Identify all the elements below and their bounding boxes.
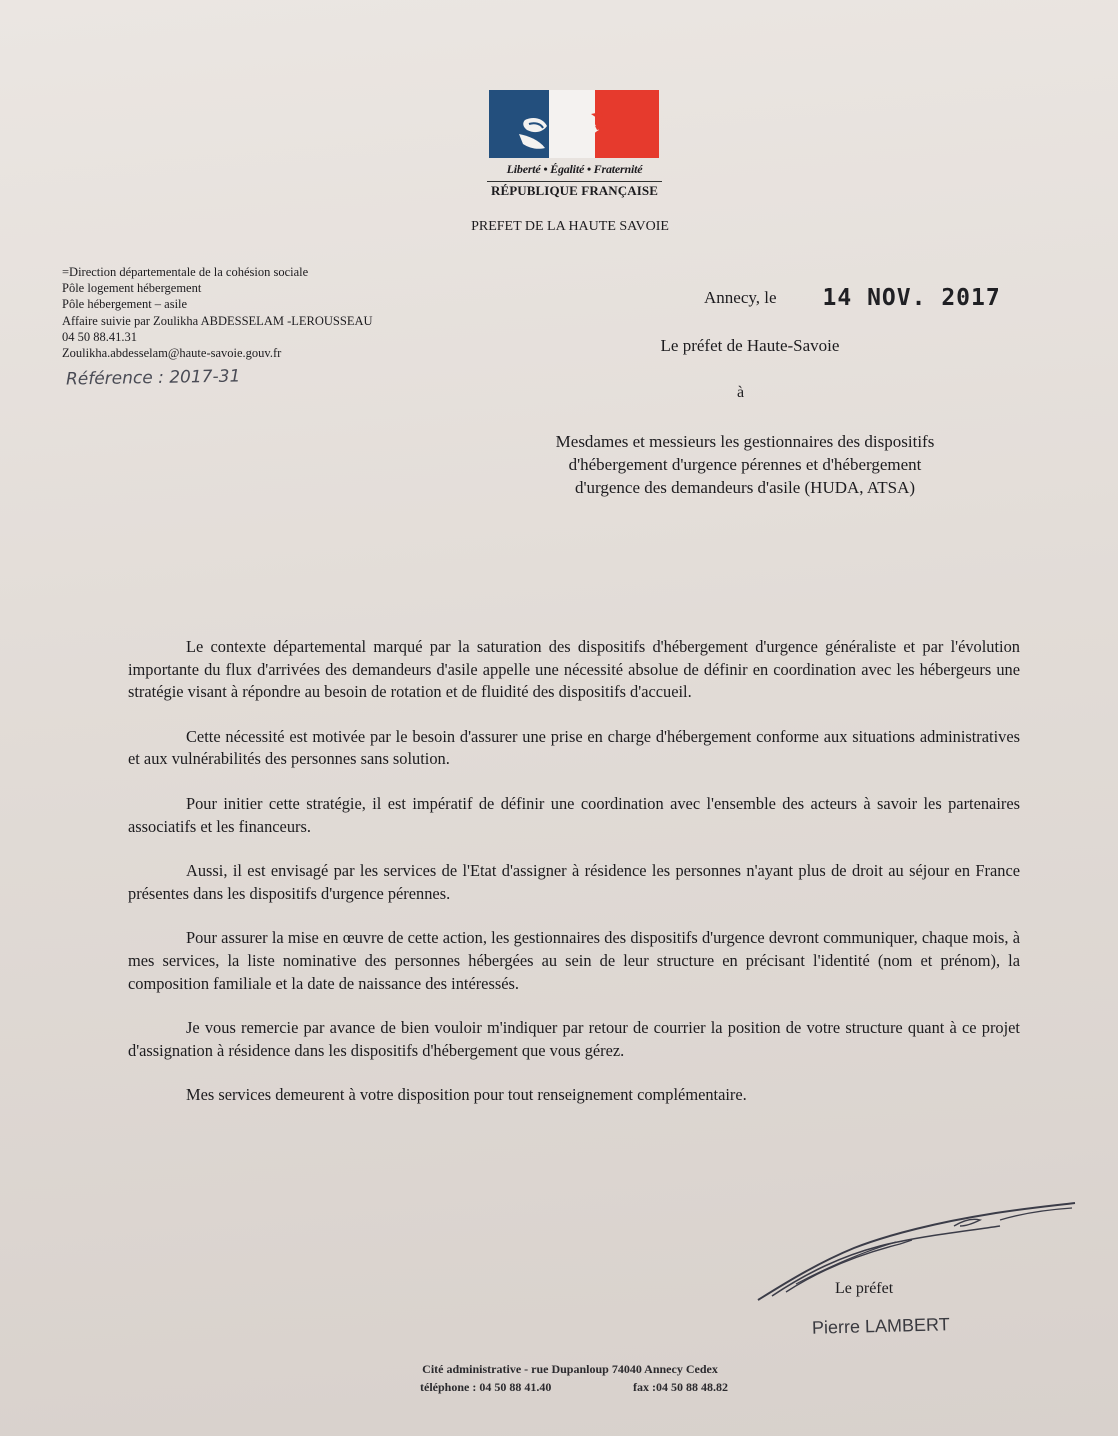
footer-address: Cité administrative - rue Dupanloup 74040 Annecy Cedex <box>422 1362 718 1376</box>
prefecture-name: PREFET DE LA HAUTE SAVOIE <box>471 219 669 234</box>
body-paragraph: Aussi, il est envisagé par les services de l'Etat d'assigner à résidence les personnes n'ayant plus de droit au séjour en France présentes dans les dispositifs d'urgence pérennes. <box>128 861 1020 903</box>
date-stamp: 14 NOV. 2017 <box>822 285 1001 311</box>
body-paragraph: Je vous remercie par avance de bien vouloir m'indiquer par retour de courrier la position de votre structure quant à ce projet d'assignation à résidence dans les dispositifs d'hébergement que vous gérez. <box>128 1018 1020 1060</box>
republique-francaise-logo <box>487 90 659 210</box>
marianne-flag-icon <box>489 90 659 158</box>
footer-phone: téléphone : 04 50 88 41.40 <box>420 1380 552 1394</box>
sender-line: =Direction départementale de la cohésion sociale <box>62 265 309 279</box>
date-line <box>704 285 1001 311</box>
body-paragraph: Pour initier cette stratégie, il est impératif de définir une coordination avec l'ensemble des acteurs à savoir les partenaires associatifs et les financeurs. <box>128 793 1020 836</box>
recipient-block <box>500 430 990 499</box>
footer <box>380 1362 760 1395</box>
sender-line: Pôle logement hébergement <box>62 281 202 296</box>
sender-line: Affaire suivie par Zoulikha ABDESSELAM -LEROUSSEAU <box>62 313 373 328</box>
footer-fax: fax :04 50 88 48.82 <box>633 1380 728 1394</box>
letter-body <box>128 636 1020 1129</box>
signatory-title: Le préfet <box>835 1280 894 1297</box>
date-city: Annecy, le <box>704 288 777 307</box>
sender-block <box>62 264 482 361</box>
handwritten-signature <box>750 1196 1080 1306</box>
recipient-line: d'urgence des demandeurs d'asile (HUDA, ATSA) <box>574 478 916 497</box>
body-paragraph: Mes services demeurent à votre disposition pour tout renseignement complémentaire. <box>186 1085 747 1105</box>
signatory-name: Pierre LAMBERT <box>811 1314 950 1338</box>
body-paragraph: Cette nécessité est motivée par le besoin d'assurer une prise en charge d'hébergement conforme aux situations administratives et aux vulnérabilités des personnes sans solution. <box>128 726 1020 769</box>
sender-line: 04 50 88.41.31 <box>62 329 137 344</box>
sender-line: Zoulikha.abdesselam@haute-savoie.gouv.fr <box>62 346 282 361</box>
republic-name: RÉPUBLIQUE FRANÇAISE <box>487 181 662 199</box>
body-paragraph: Pour assurer la mise en œuvre de cette action, les gestionnaires des dispositifs d'urgence devront communiquer, chaque mois, à mes services, la liste nominative des personnes hébergées au sein de leur structure en précisant l'identité (nom et prénom), la composition familiale et la date de naissance des intéressés. <box>128 928 1020 993</box>
sender-line: Pôle hébergement – asile <box>62 297 188 312</box>
handwritten-reference: Référence : 2017-31 <box>65 366 241 390</box>
letter-author: Le préfet de Haute-Savoie <box>660 336 840 355</box>
addressee-connector: à <box>737 384 745 401</box>
republic-motto: Liberté • Égalité • Fraternité <box>506 162 643 176</box>
recipient-line: Mesdames et messieurs les gestionnaires des dispositifs <box>555 432 935 451</box>
body-paragraph: Le contexte départemental marqué par la saturation des dispositifs d'hébergement d'urgence généraliste et par l'évolution importante du flux d'arrivées des demandeurs d'asile appelle une nécessité absolue de définir en coordination avec les hébergeurs une stratégie visant à répondre au besoin de rotation et de fluidité des dispositifs d'accueil. <box>128 637 1020 702</box>
recipient-line: d'hébergement d'urgence pérennes et d'hébergement <box>568 455 922 474</box>
